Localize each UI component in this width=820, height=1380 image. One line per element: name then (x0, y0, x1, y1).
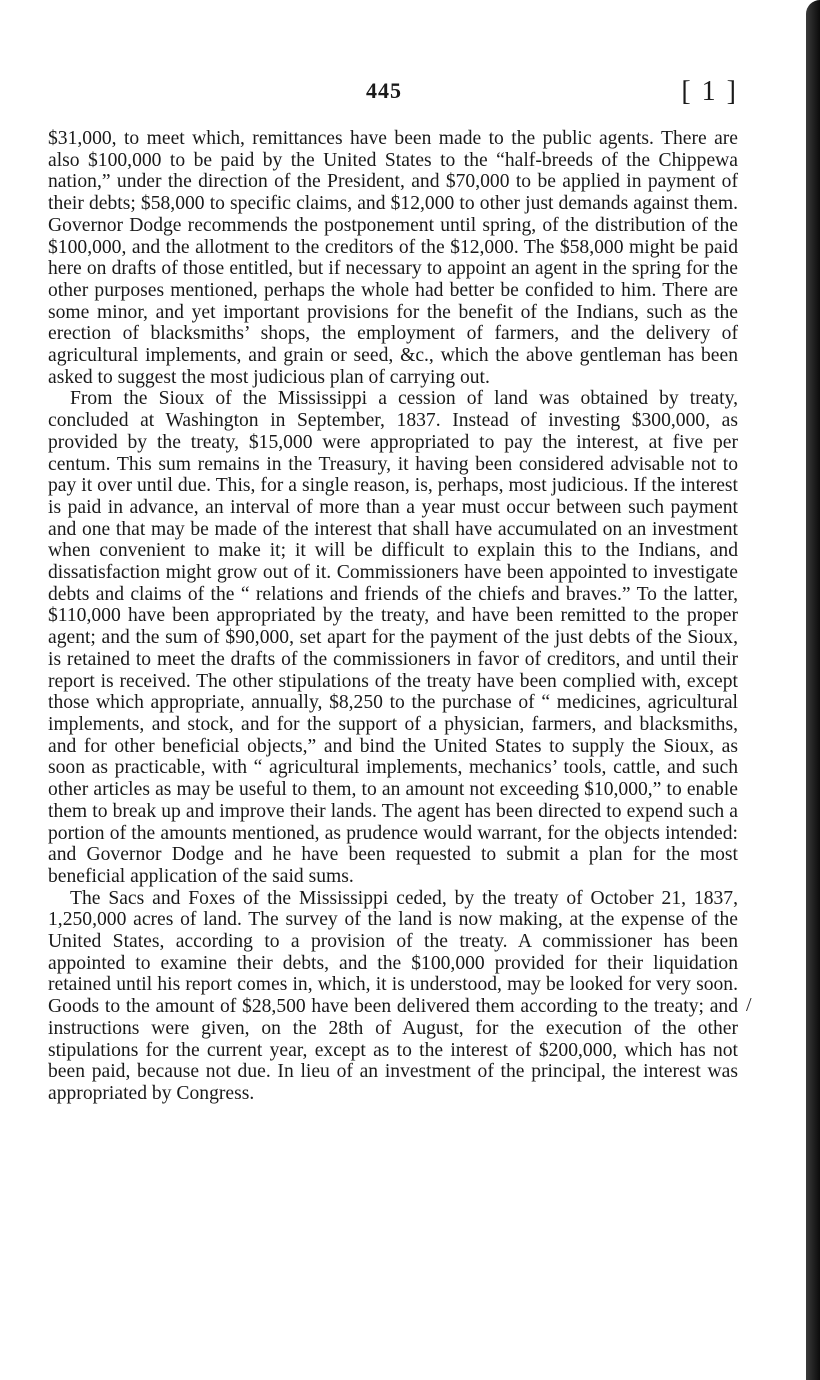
body-text (48, 128, 738, 1105)
paragraph-sioux: From the Sioux of the Mississippi a cession of land was obtained by treaty, concluded at Washington in September, 1837. Instead of investing $300,000, as provided by the treaty, $15,000 were appropriated to pay the interest, at five per centum. This sum remains in the Treasury, it having been considered advisable not to pay it over until due. This, for a single reason, is, perhaps, most judicious. If the interest is paid in advance, an interval of more than a year must occur between such payment and one that may be made of the interest that shall have accumulated on an investment when convenient to make it; it will be difficult to explain this to the Indians, and dissatisfaction might grow out of it. Commissioners have been appointed to investigate debts and claims of the “ relations and friends of the chiefs and braves.” To the latter, $110,000 have been appropriated by the treaty, and have been remitted to the proper agent; and the sum of $90,000, set apart for the payment of the just debts of the Sioux, is retained to meet the drafts of the commissioners in favor of creditors, and until their report is received. The other stipulations of the treaty have been complied with, except those which appropriate, annually, $8,250 to the purchase of “ medicines, agricultural implements, and stock, and for the support of a physician, farmers, and blacksmiths, and for other beneficial objects,” and bind the United States to supply the Sioux, as soon as practicable, with “ agricultural implements, mechanics’ tools, cattle, and such other articles as may be useful to them, to an amount not exceeding $10,000,” to enable them to break up and improve their lands. The agent has been directed to expend such a portion of the amounts mentioned, as prudence would warrant, for the objects intended: and Governor Dodge and he have been requested to submit a plan for the most beneficial application of the said sums. (48, 388, 738, 887)
page-header (48, 78, 738, 112)
paragraph-chippewa: $31,000, to meet which, remittances have been made to the public agents. There are also $100,000 to be paid by the United States to the “half-breeds of the Chippewa nation,” under the direction of the President, and $70,000 to be applied in payment of their debts; $58,000 to specific claims, and $12,000 to other just demands against them. Governor Dodge recommends the postponement until spring, of the distribution of the $100,000, and the allotment to the creditors of the $12,000. The $58,000 might be paid here on drafts of those entitled, but if necessary to appoint an agent in the spring for the other purposes mentioned, perhaps the whole had better be confided to him. There are some minor, and yet important provisions for the benefit of the Indians, such as the erection of blacksmiths’ shops, the employment of farmers, and the delivery of agricultural implements, and grain or seed, &c., which the above gentleman has been asked to suggest the most judicious plan of carrying out. (48, 128, 738, 388)
document-number: [ 1 ] (681, 76, 738, 107)
page-edge-shadow (806, 0, 820, 1380)
page-number: 445 (366, 78, 402, 103)
margin-annotation: / (746, 994, 752, 1016)
paragraph-sacs-and-foxes: The Sacs and Foxes of the Mississippi ceded, by the treaty of October 21, 1837, 1,250,000 acres of land. The survey of the land is now making, at the expense of the United States, according to a provision of the treaty. A commissioner has been appointed to examine their debts, and the $100,000 provided for their liquidation retained until his report comes in, which, it is understood, may be looked for very soon. Goods to the amount of $28,500 have been delivered them according to the treaty; and instructions were given, on the 28th of August, for the execution of the other stipulations for the current year, except as to the interest of $200,000, which has not been paid, because not due. In lieu of an investment of the principal, the interest was appropriated by Congress. (48, 887, 738, 1104)
